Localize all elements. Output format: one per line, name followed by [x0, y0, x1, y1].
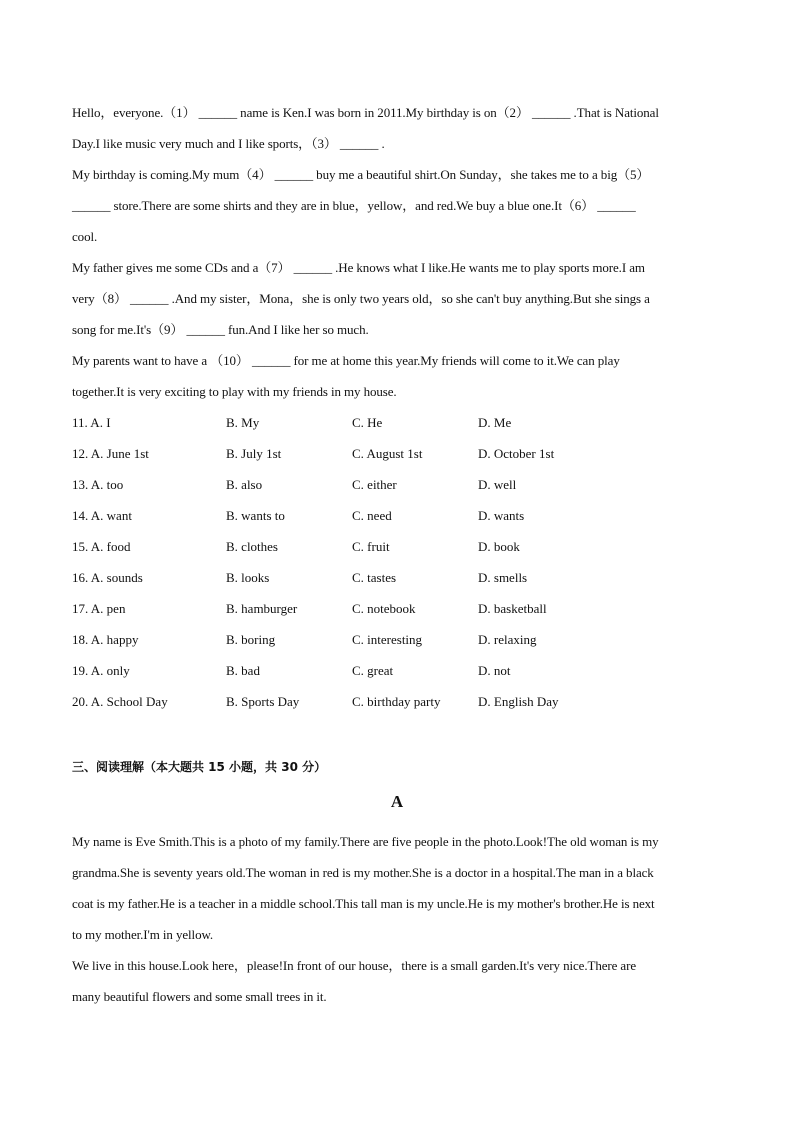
text-line: My parents want to have a （10） ______ for me at home this year.My friends will come to it.We can play: [72, 353, 620, 368]
answer-options: [72, 407, 722, 717]
question-row: [72, 686, 722, 717]
option-b: B. wants to: [226, 507, 285, 523]
text-line: cool.: [72, 229, 98, 244]
option-d: D. wants: [478, 507, 525, 523]
text-line: many beautiful flowers and some small trees in it.: [72, 989, 327, 1004]
option-c: C. either: [352, 476, 397, 492]
option-a: 20. A. School Day: [72, 693, 168, 709]
question-row: [72, 500, 722, 531]
text-line: Day.I like music very much and I like sports，（3） ______ .: [72, 136, 385, 151]
option-b: B. July 1st: [226, 445, 282, 461]
question-row: [72, 438, 722, 469]
option-c: C. August 1st: [352, 445, 423, 461]
option-c: C. birthday party: [352, 693, 441, 709]
option-c: C. notebook: [352, 600, 416, 616]
text-line: grandma.She is seventy years old.The woman in red is my mother.She is a doctor in a hospital.The man in a black: [72, 865, 654, 880]
option-c: C. need: [352, 507, 392, 523]
cloze-passage: [72, 97, 722, 407]
option-c: C. interesting: [352, 631, 423, 647]
reading-passage: [72, 826, 722, 1012]
option-d: D. book: [478, 538, 520, 554]
option-c: C. tastes: [352, 569, 397, 585]
option-a: 12. A. June 1st: [72, 445, 149, 461]
option-c: C. He: [352, 414, 383, 430]
option-b: B. also: [226, 476, 263, 492]
option-a: 15. A. food: [72, 538, 131, 554]
option-b: B. boring: [226, 631, 276, 647]
text-line: We live in this house.Look here，please!In front of our house，there is a small garden.It's very nice.There are: [72, 958, 637, 973]
option-b: B. My: [226, 414, 260, 430]
text-line: My name is Eve Smith.This is a photo of my family.There are five people in the photo.Look!The old woman is my: [72, 834, 659, 849]
text-line: My father gives me some CDs and a（7） ______ .He knows what I like.He wants me to play sports more.I am: [72, 260, 645, 275]
question-row: [72, 593, 722, 624]
option-d: D. well: [478, 476, 517, 492]
cloze-paragraph-4: [72, 345, 722, 407]
text-line: song for me.It's（9） ______ fun.And I like her so much.: [72, 322, 369, 337]
cloze-paragraph-2: [72, 159, 722, 252]
option-d: D. October 1st: [478, 445, 555, 461]
option-a: 18. A. happy: [72, 631, 139, 647]
passage-paragraph-2: [72, 950, 722, 1012]
option-b: B. Sports Day: [226, 693, 300, 709]
option-b: B. hamburger: [226, 600, 298, 616]
option-b: B. clothes: [226, 538, 278, 554]
text-line: coat is my father.He is a teacher in a middle school.This tall man is my uncle.He is my mother's brother.He is next: [72, 896, 655, 911]
text-line: together.It is very exciting to play with my friends in my house.: [72, 384, 397, 399]
option-a: 19. A. only: [72, 662, 130, 678]
option-b: B. looks: [226, 569, 270, 585]
cloze-section: [72, 97, 722, 717]
option-d: D. Me: [478, 414, 512, 430]
option-d: D. basketball: [478, 600, 547, 616]
passage-paragraph-1: [72, 826, 722, 950]
question-row: [72, 469, 722, 500]
option-b: B. bad: [226, 662, 260, 678]
option-a: 14. A. want: [72, 507, 132, 523]
passage-title: A: [390, 792, 404, 811]
option-c: C. great: [352, 662, 394, 678]
question-row: [72, 624, 722, 655]
cloze-paragraph-1: [72, 97, 722, 159]
text-line: My birthday is coming.My mum（4） ______ buy me a beautiful shirt.On Sunday，she takes me to a big（5）: [72, 167, 650, 182]
option-d: D. relaxing: [478, 631, 537, 647]
option-c: C. fruit: [352, 538, 390, 554]
option-a: 17. A. pen: [72, 600, 126, 616]
option-d: D. English Day: [478, 693, 559, 709]
cloze-paragraph-3: [72, 252, 722, 345]
option-d: D. smells: [478, 569, 528, 585]
text-line: to my mother.I'm in yellow.: [72, 927, 214, 942]
option-a: 11. A. I: [72, 414, 111, 430]
option-a: 13. A. too: [72, 476, 124, 492]
option-d: D. not: [478, 662, 511, 678]
text-line: very（8） ______ .And my sister，Mona，she is only two years old，so she can't buy anything.But she sings a: [72, 291, 650, 306]
question-row: [72, 562, 722, 593]
question-row: [72, 655, 722, 686]
text-line: Hello，everyone.（1） ______ name is Ken.I was born in 2011.My birthday is on（2） ______ .That is National: [72, 105, 659, 120]
question-row: [72, 531, 722, 562]
question-row: [72, 407, 722, 438]
option-a: 16. A. sounds: [72, 569, 143, 585]
section-heading: 三、阅读理解（本大题共 15 小题，共 30 分）: [72, 760, 327, 774]
text-line: ______ store.There are some shirts and they are in blue，yellow，and red.We buy a blue one.It（6） ______: [72, 198, 636, 213]
